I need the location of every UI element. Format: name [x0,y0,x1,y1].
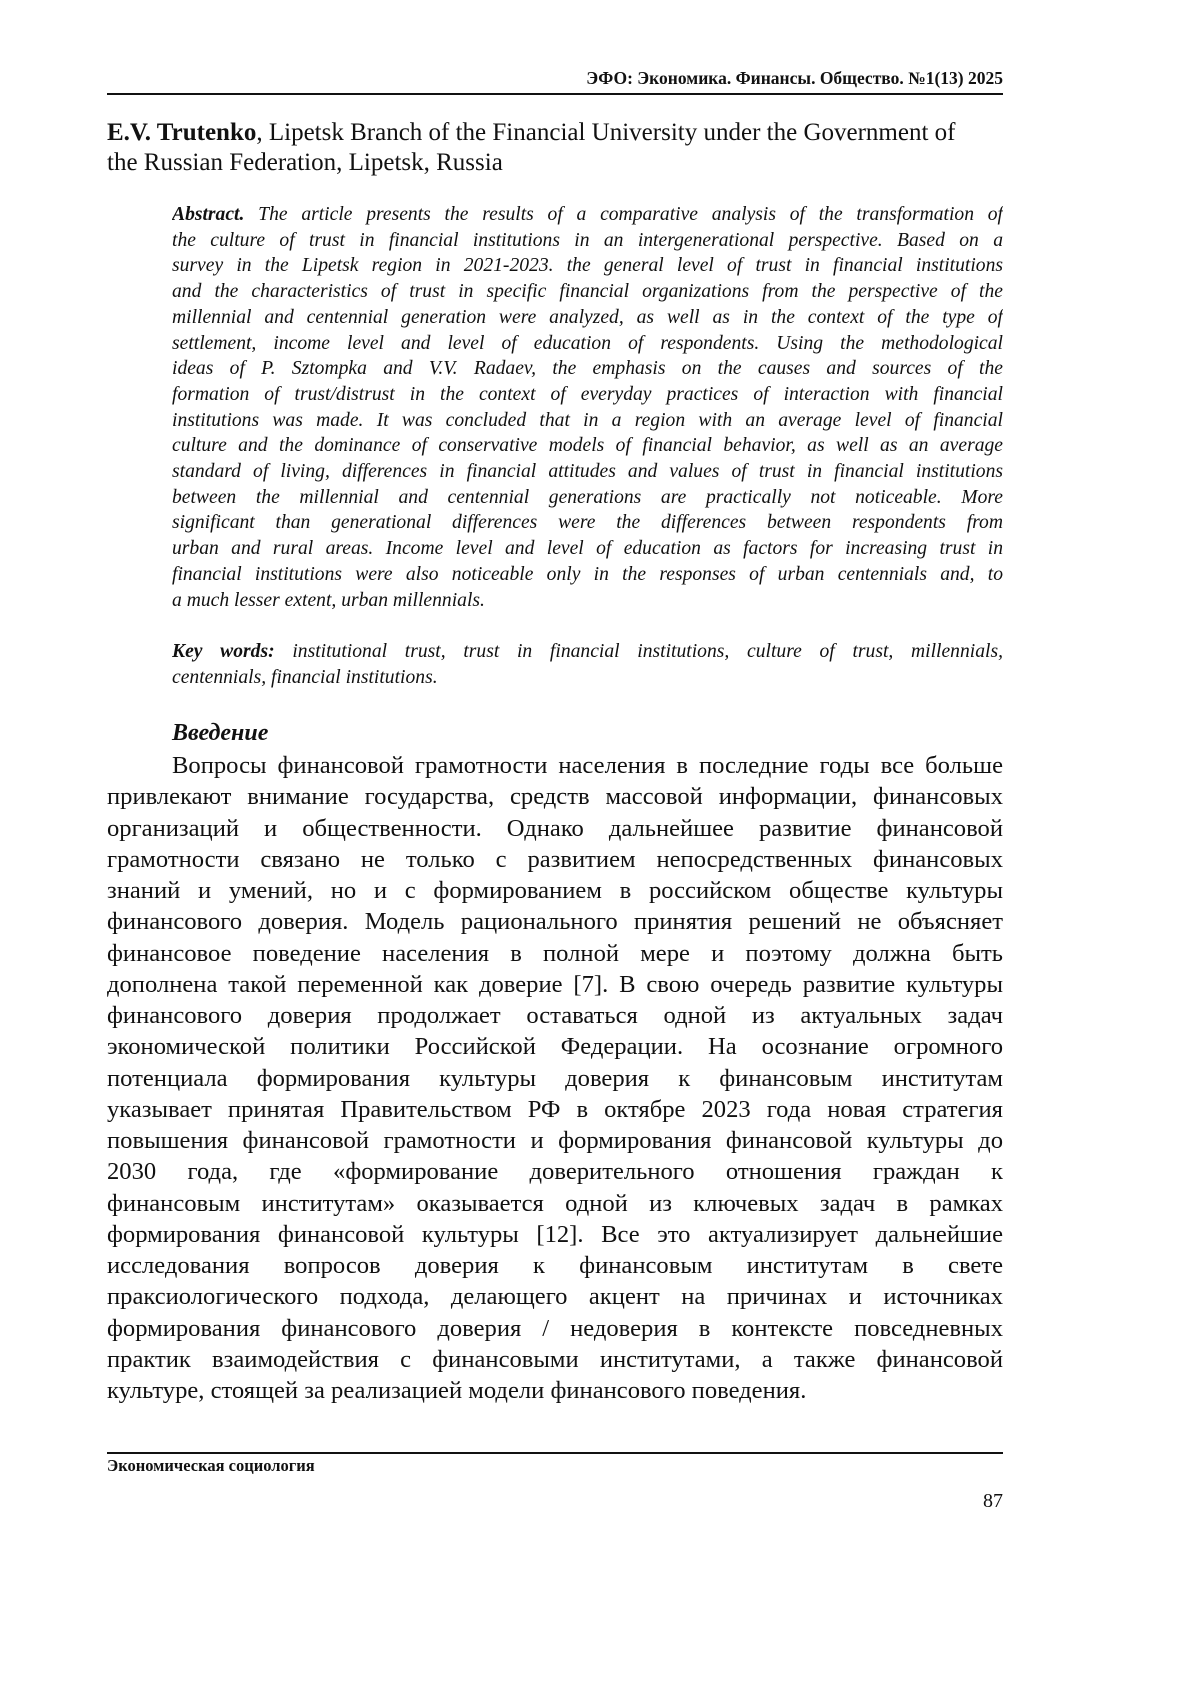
body-text [107,750,1003,1406]
section-heading: Введение [172,720,268,747]
text-line: грамотности связано не только с развитием непосредственных финансовых [107,844,1003,875]
label: Key words: [172,641,275,662]
text-line: финансового доверия продолжает оставаться одной из актуальных задач [107,1000,1003,1031]
text-line: standard of living, differences in financial attitudes and values of trust in financial institutions [172,459,1003,485]
text-line: settlement, income level and level of education of respondents. Using the methodological [172,331,1003,357]
text-line: дополнена такой переменной как доверие [7]. В свою очередь развитие культуры [107,969,1003,1000]
footer-rule [107,1452,1003,1454]
text-line: the culture of trust in financial institutions in an intergenerational perspective. Based on a [172,228,1003,254]
text-line: потенциала формирования культуры доверия к финансовым институтам [107,1063,1003,1094]
text-line: formation of trust/distrust in the context of everyday practices of interaction with financial [172,382,1003,408]
text-line: формирования финансового доверия / недоверия в контексте повседневных [107,1313,1003,1344]
text-line: финансовым институтам» оказывается одной из ключевых задач в рамках [107,1188,1003,1219]
text-line: исследования вопросов доверия к финансовым институтам в свете [107,1250,1003,1281]
author-name: E.V. Trutenko [107,119,256,146]
text-line: and the characteristics of trust in specific financial organizations from the perspective of the [172,279,1003,305]
text-line: практик взаимодействия с финансовыми институтами, а также финансовой [107,1344,1003,1375]
text-line: экономической политики Российской Федерации. На осознание огромного [107,1031,1003,1062]
text-line: Вопросы финансовой грамотности населения в последние годы все больше [107,750,1003,781]
journal-header: ЭФО: Экономика. Финансы. Общество. №1(13) 2025 [107,68,1003,89]
text-line: ideas of P. Sztompka and V.V. Radaev, the emphasis on the causes and sources of the [172,356,1003,382]
author-block [107,118,1003,178]
text-line: знаний и умений, но и с формированием в российском обществе культуры [107,875,1003,906]
header-rule [107,93,1003,95]
text-line: millennial and centennial generation were analyzed, as well as in the context of the type of [172,305,1003,331]
text-line: culture and the dominance of conservative models of financial behavior, as well as an average [172,433,1003,459]
text: The article presents the results of a comparative analysis of the transformation of [258,204,1003,225]
text-line: urban and rural areas. Income level and level of education as factors for increasing trust in [172,536,1003,562]
text: institutional trust, trust in financial institutions, culture of trust, millennials, [292,641,1003,662]
keywords [172,639,1003,690]
text-line [172,202,1003,228]
text-line: привлекают внимание государства, средств массовой информации, финансовых [107,781,1003,812]
text-line: institutions was made. It was concluded that in a region with an average level of financial [172,408,1003,434]
label: Abstract. [172,204,244,225]
author-affiliation: the Russian Federation, Lipetsk, Russia [107,148,1003,178]
text-line: культуре, стоящей за реализацией модели финансового поведения. [107,1375,1003,1406]
text-line: повышения финансовой грамотности и формирования финансовой культуры до [107,1125,1003,1156]
text-line: указывает принятая Правительством РФ в октябре 2023 года новая стратегия [107,1094,1003,1125]
author-affiliation: , Lipetsk Branch of the Financial University under the Government of [256,119,955,146]
text-line: 2030 года, где «формирование доверительного отношения граждан к [107,1156,1003,1187]
text-line [172,639,1003,665]
text-line: праксиологического подхода, делающего акцент на причинах и источниках [107,1281,1003,1312]
text-line: a much lesser extent, urban millennials. [172,588,1003,614]
abstract [172,202,1003,613]
page-number: 87 [983,1490,1003,1513]
text-line: финансового доверия. Модель рационального принятия решений не объясняет [107,906,1003,937]
section-name: Экономическая социология [107,1456,315,1476]
text-line: significant than generational differences were the differences between respondents from [172,510,1003,536]
text-line: centennials, financial institutions. [172,665,1003,691]
text-line: financial institutions were also noticeable only in the responses of urban centennials and, to [172,562,1003,588]
text-line: survey in the Lipetsk region in 2021-2023. the general level of trust in financial institutions [172,253,1003,279]
text-line: финансовое поведение населения в полной мере и поэтому должна быть [107,938,1003,969]
text-line: between the millennial and centennial generations are practically not noticeable. More [172,485,1003,511]
text-line: формирования финансовой культуры [12]. Все это актуализирует дальнейшие [107,1219,1003,1250]
text-line: организаций и общественности. Однако дальнейшее развитие финансовой [107,813,1003,844]
